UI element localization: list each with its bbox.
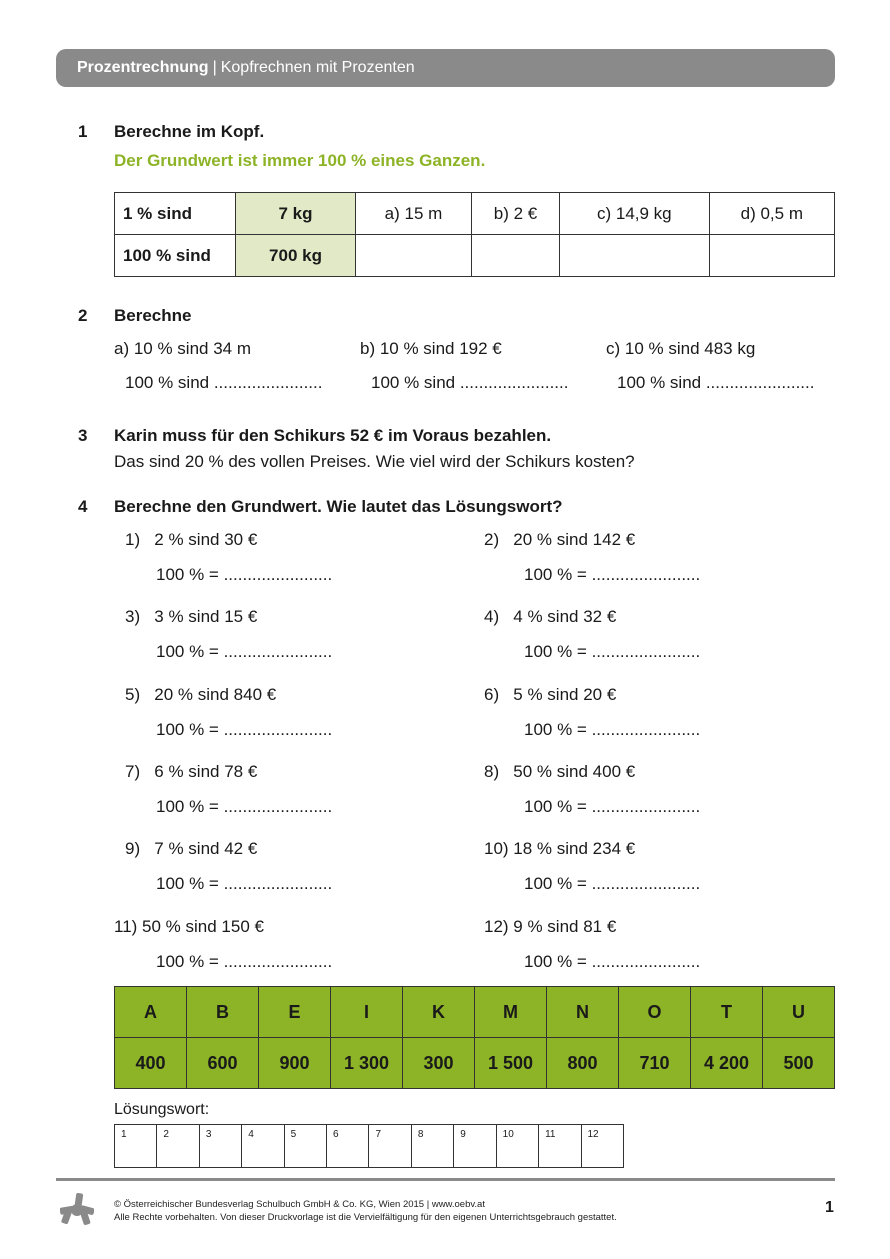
task2-instruction: Berechne	[114, 306, 192, 325]
letter-cell: B	[187, 987, 259, 1038]
task4-answer-8[interactable]: 100 % = .......................	[524, 796, 701, 816]
solution-slot[interactable]: 1	[115, 1125, 157, 1168]
solution-slot[interactable]: 2	[157, 1125, 199, 1168]
solution-slot-row	[115, 1125, 624, 1168]
task3-number: 3	[78, 426, 88, 445]
letter-cell: M	[475, 987, 547, 1038]
task4-item-8: 8) 50 % sind 400 €	[484, 761, 636, 781]
task3-text: Das sind 20 % des vollen Preises. Wie viel wird der Schikurs kosten?	[114, 452, 635, 471]
task4-item-4: 4) 4 % sind 32 €	[484, 607, 617, 627]
task2-answer-b[interactable]: 100 % sind .......................	[371, 373, 569, 392]
task1-cell: 7 kg	[236, 193, 356, 235]
task4-item-7: 7) 6 % sind 78 €	[125, 761, 258, 781]
task4-item-1: 1) 2 % sind 30 €	[125, 530, 258, 549]
task4-answer-1[interactable]: 100 % = .......................	[156, 565, 333, 584]
solution-word-label: Lösungswort:	[114, 1101, 210, 1118]
page-number: 1	[825, 1199, 834, 1216]
task4-answer-7[interactable]: 100 % = .......................	[156, 796, 333, 816]
letter-code-table	[114, 986, 835, 1089]
solution-word-grid	[114, 1124, 624, 1168]
value-cell: 600	[187, 1038, 259, 1089]
letter-cell: I	[331, 987, 403, 1038]
task2-item-a: a) 10 % sind 34 m	[114, 339, 252, 358]
task4-item-11: 11) 50 % sind 150 €	[114, 916, 264, 936]
solution-slot[interactable]: 5	[284, 1125, 326, 1168]
task4-instruction: Berechne den Grundwert. Wie lautet das Lösungswort?	[114, 497, 563, 516]
task4-answer-3[interactable]: 100 % = .......................	[156, 642, 333, 662]
value-cell: 1 300	[331, 1038, 403, 1089]
letter-cell: N	[547, 987, 619, 1038]
solution-slot[interactable]: 6	[327, 1125, 369, 1168]
task4-item-9: 9) 7 % sind 42 €	[125, 839, 258, 859]
task1-answer-cell[interactable]	[356, 235, 472, 277]
task1-cell: 100 % sind	[115, 235, 236, 277]
task1-answer-cell[interactable]	[472, 235, 560, 277]
value-cell: 400	[115, 1038, 187, 1089]
task1-cell: c) 14,9 kg	[559, 193, 709, 235]
value-cell: 300	[403, 1038, 475, 1089]
value-row	[115, 1038, 835, 1089]
task1-row1	[115, 193, 835, 235]
task4-number: 4	[78, 497, 88, 516]
value-cell: 710	[619, 1038, 691, 1089]
task3-question: Karin muss für den Schikurs 52 € im Voraus bezahlen.	[114, 426, 552, 445]
solution-slot[interactable]: 9	[454, 1125, 496, 1168]
header-separator: |	[212, 59, 217, 76]
task1-answer-cell[interactable]	[559, 235, 709, 277]
task4-item-6: 6) 5 % sind 20 €	[484, 684, 617, 704]
task1-row2	[115, 235, 835, 277]
solution-slot[interactable]: 4	[242, 1125, 284, 1168]
task4-answer-11[interactable]: 100 % = .......................	[156, 951, 333, 971]
letter-cell: A	[115, 987, 187, 1038]
task4-answer-10[interactable]: 100 % = .......................	[524, 874, 701, 894]
solution-slot[interactable]: 8	[411, 1125, 453, 1168]
task1-cell: b) 2 €	[472, 193, 560, 235]
letter-cell: T	[691, 987, 763, 1038]
header-topic: Prozentrechnung	[77, 59, 209, 76]
task4-answer-9[interactable]: 100 % = .......................	[156, 874, 333, 894]
value-cell: 900	[259, 1038, 331, 1089]
task2-answer-a[interactable]: 100 % sind .......................	[125, 373, 323, 392]
copyright-notice	[114, 1198, 617, 1224]
header-subtopic: Kopfrechnen mit Prozenten	[220, 59, 415, 76]
task1-answer-cell[interactable]	[709, 235, 834, 277]
publisher-logo-icon	[60, 1193, 94, 1227]
task4-answer-2[interactable]: 100 % = .......................	[524, 565, 701, 584]
task1-number: 1	[78, 122, 88, 141]
task1-hint: Der Grundwert ist immer 100 % eines Ganzen.	[114, 151, 486, 170]
solution-slot[interactable]: 12	[581, 1125, 624, 1168]
task1-instruction: Berechne im Kopf.	[114, 122, 265, 141]
task1-cell: a) 15 m	[356, 193, 472, 235]
value-cell: 500	[763, 1038, 835, 1089]
solution-slot[interactable]: 7	[369, 1125, 411, 1168]
task4-item-10: 10) 18 % sind 234 €	[484, 839, 636, 859]
value-cell: 1 500	[475, 1038, 547, 1089]
value-cell: 800	[547, 1038, 619, 1089]
task4-answer-5[interactable]: 100 % = .......................	[156, 719, 333, 739]
footer-divider	[56, 1178, 835, 1181]
letter-row	[115, 987, 835, 1038]
task2-item-c: c) 10 % sind 483 kg	[606, 339, 756, 358]
task1-cell: d) 0,5 m	[709, 193, 834, 235]
task4-answer-6[interactable]: 100 % = .......................	[524, 719, 701, 739]
task4-answer-4[interactable]: 100 % = .......................	[524, 642, 701, 662]
task4-item-2: 2) 20 % sind 142 €	[484, 530, 636, 549]
solution-slot[interactable]: 3	[199, 1125, 241, 1168]
value-cell: 4 200	[691, 1038, 763, 1089]
page-header	[56, 49, 835, 87]
solution-slot[interactable]: 11	[539, 1125, 581, 1168]
letter-cell: U	[763, 987, 835, 1038]
task2-answer-c[interactable]: 100 % sind .......................	[617, 373, 815, 392]
letter-cell: O	[619, 987, 691, 1038]
copyright-line: © Österreichischer Bundesverlag Schulbuch GmbH & Co. KG, Wien 2015 | www.oebv.at	[114, 1199, 485, 1210]
task2-item-b: b) 10 % sind 192 €	[360, 339, 502, 358]
task2-number: 2	[78, 306, 88, 325]
rights-line: Alle Rechte vorbehalten. Von dieser Druckvorlage ist die Vervielfältigung für den eigenen Unterrichtsgebrauch gestattet.	[114, 1212, 617, 1223]
task4-answer-12[interactable]: 100 % = .......................	[524, 951, 701, 971]
letter-cell: K	[403, 987, 475, 1038]
task4-item-5: 5) 20 % sind 840 €	[125, 684, 277, 704]
task4-item-12: 12) 9 % sind 81 €	[484, 916, 617, 936]
task1-cell: 700 kg	[236, 235, 356, 277]
task1-table	[114, 192, 835, 277]
task1-cell: 1 % sind	[115, 193, 236, 235]
task4-item-3: 3) 3 % sind 15 €	[125, 607, 258, 627]
letter-cell: E	[259, 987, 331, 1038]
solution-slot[interactable]: 10	[496, 1125, 538, 1168]
